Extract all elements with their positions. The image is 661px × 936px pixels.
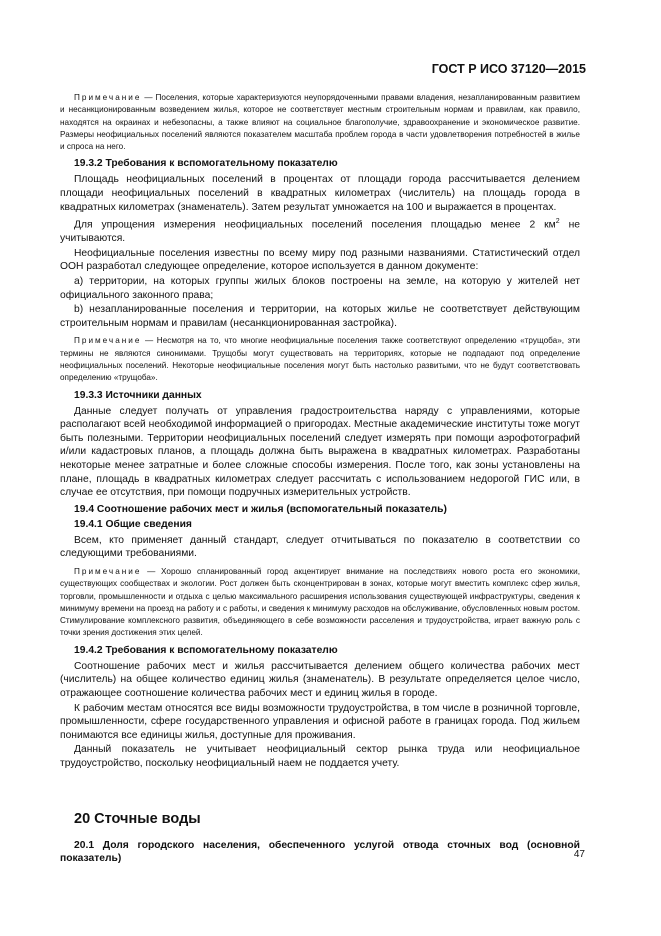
body-text: не учитываются. [60,219,580,245]
body-text: Для упрощения измерения неофициальных поселений поселения площадью менее 2 км [74,219,556,231]
note-lead: Примечание [74,566,142,576]
note-text: — Поселения, которые характеризуются неупорядоченными правами владения, незапланированным развитием и несанкционированным возведением жилья, которое не соответствует местным строительным нормам и правилам, как правило, находятся на окраинах и небезопасны, а также влияют на социальное благополучие, здравоохранение и экономическое развитие. Размеры неофициальных поселений являются показателем масштаба проблем города в части удовлетворения потребностей в жилье и спроса на него. [60,93,580,152]
section-heading-19-4-2: 19.4.2 Требования к вспомогательному показателю [74,644,338,656]
note-lead: Примечание [74,93,142,102]
note-text: — Хорошо спланированный город акцентирует внимание на последствиях нового роста его экономики, существующих сообществах и экологии. Рост должен быть сконцентрирован в зонах, которые могут вместить комплекс сфер жилья, торговли, промышленности и отдыха с целью максимального расширения использования существующей инфраструктуры, сведения к минимуму времени на проезд на работу и с работы, и сведения к минимуму расходов на обслуживание, обусловленных новым ростом. Стимулирование комплексного развития, объединяющего в себе возможности расселения и трудоустройства, играет важную роль с точки зрения достижения этих целей. [60,566,580,638]
body-paragraph: Данный показатель не учитывает неофициальный сектор рынка труда или неофициальное трудоустройство, поскольку неофициальный наем не поддается учету. [60,744,580,769]
page-content [60,92,580,866]
section-heading-19-3-3: 19.3.3 Источники данных [74,389,202,401]
section-heading-20: 20 Сточные воды [74,810,201,827]
list-item-a: a) территории, на которых группы жилых блоков построены на земле, на которую у жителей нет официального законного права; [60,276,580,301]
document-header: ГОСТ Р ИСО 37120—2015 [431,62,586,76]
body-paragraph: Неофициальные поселения известны по всему миру под разными названиями. Статистический отдел ООН разработал следующее определение, которое используется в данном документе: [60,247,580,273]
body-paragraph: Площадь неофициальных поселений в процентах от площади города рассчитывается делением площади неофициальных поселений в квадратных километрах (числитель) на площадь города в квадратных километрах (знаменатель). Затем результат умножается на 100 и выражается в процентах. [60,174,580,213]
note-text: — Несмотря на то, что многие неофициальные поселения также соответствуют определению «трущоба», эти термины не являются синонимами. Трущобы могут существовать на территориях, которые не подпадают под определение неофициальных поселений. Некоторые неофициальные поселения могут быть настолько развитыми, что не будут соответствовать определению «трущоба». [60,336,580,383]
section-heading-19-3-2: 19.3.2 Требования к вспомогательному показателю [74,158,338,170]
body-paragraph: К рабочим местам относятся все виды возможности трудоустройства, в том числе в розничной торговле, промышленности, сфере государственного управления и офисной работе в границах города. Под жильем понимаются все единицы жилья, доступные для проживания. [60,702,580,741]
note-paragraph [60,566,580,640]
note-paragraph [60,92,580,153]
section-heading-20-1: 20.1 Доля городского населения, обеспеченного услугой отвода сточных вод (основной показатель) [60,839,580,865]
body-paragraph: Данные следует получать от управления градостроительства наряду с управлениями, которые располагают всей необходимой информацией о пригородах. Местные академические институты тоже могут быть полезными. Территории неофициальных поселений следует измерять при помощи аэрофотографий и/или кадастровых планов, а площадь должна быть выражена в квадратных километрах. Разработаны некоторые менее затратные и более сложные способы измерения. После того, как зоны установлены на плане, площадь в квадратных километрах следует рассчитать с использованием недорогой ГИС или, в случае ее отсутствия, при помощи подручных измерительных устройств. [60,405,580,499]
note-lead: Примечание [74,336,142,346]
list-item-b: b) незапланированные поселения и территории, на которых жилье не соответствует действующим строительным нормам и правилам (несанкционированная застройка). [60,304,580,329]
section-heading-19-4: 19.4 Соотношение рабочих мест и жилья (вспомогательный показатель) [74,503,447,515]
superscript: 2 [555,218,560,226]
body-paragraph: Всем, кто применяет данный стандарт, следует отчитываться по показателю в соответствии со следующими требованиями. [60,534,580,560]
section-heading-19-4-1: 19.4.1 Общие сведения [74,518,192,530]
body-paragraph: Соотношение рабочих мест и жилья рассчитывается делением общего количества рабочих мест (числитель) на общее количество единиц жилья (знаменатель). В результате определяется целое число, отражающее соотношение количества рабочих мест и единиц жилья в городе. [60,660,580,699]
body-paragraph [60,215,580,246]
note-paragraph [60,335,580,384]
page-number: 47 [573,849,585,860]
